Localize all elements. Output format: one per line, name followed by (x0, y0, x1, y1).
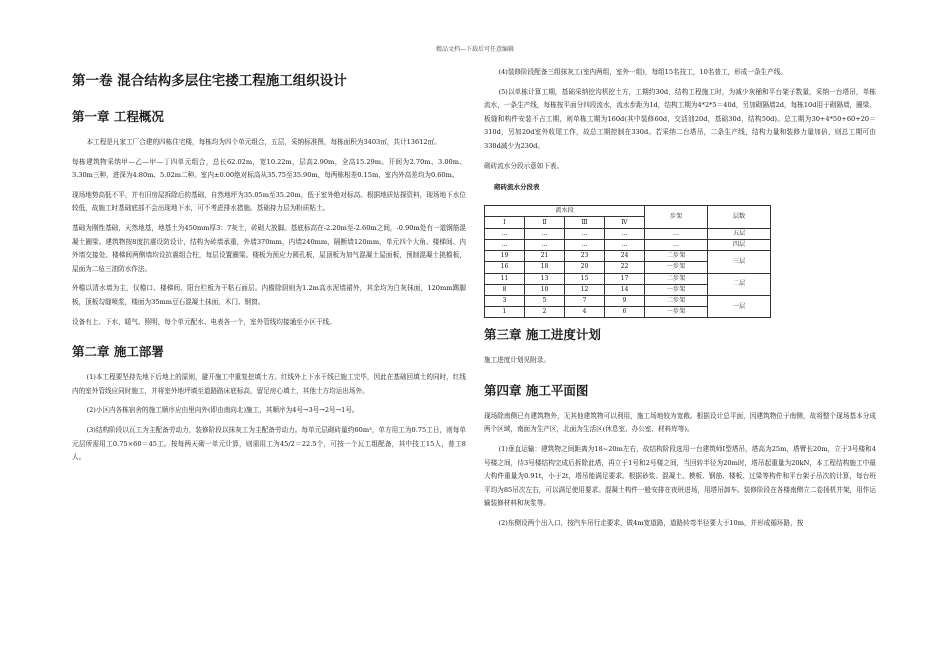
table-cell: 16 (485, 262, 525, 273)
table-header-segment: Ⅲ (565, 217, 605, 229)
table-cell: 5 (525, 295, 565, 306)
chapter-4-title: 第四章 施工平面图 (484, 382, 589, 398)
table-title: 砌砖流水分段表 (494, 183, 540, 192)
table-cell-floor: 五层 (708, 228, 771, 239)
table-cell: 10 (525, 284, 565, 295)
table-row (485, 295, 771, 306)
table-header-segment: Ⅱ (525, 217, 565, 229)
table-cell: 7 (565, 295, 605, 306)
table-cell: 22 (605, 262, 645, 273)
paragraph: 基础为刚性基础，天然地基，地基土为450mm厚3：7灰土，砖砌大放脚。基底标高在-2.20m至-2.60m之间，-0.90m处有一道钢筋混凝土圈梁。建筑物按8度抗震设防设计，结构为砖墙承重，外墙370mm，内墙240mm，隔断墙120mm，单元四个大角、楼梯间、内外墙交接处、楼梯间两侧墙均设抗震组合柱，每层设置圈梁。楼板为预应力圆孔板，屋顶板为加气混凝土屋面板，预制混凝土挑檐板，屋面为二毡三油防水作法。 (72, 223, 466, 273)
table-cell: … (645, 239, 708, 250)
chapter-1-title: 第一章 工程概况 (72, 109, 164, 124)
table-cell: … (485, 228, 525, 239)
table-cell: 二步架 (645, 273, 708, 284)
table-cell: 17 (605, 273, 645, 284)
paragraph: 现场除南侧已有建筑物外，无其他建筑物可以利用，施工场地较为宽敞。根据设计总平面，因建筑物位于南侧，故将整个现场基本分成两个区域，南面为生产区，北面为生活区(休息室、办公室、材料库等)。 (484, 411, 876, 434)
table-cell: 20 (565, 262, 605, 273)
table-cell-floor: 三层 (708, 251, 771, 273)
table-cell: 23 (565, 251, 605, 262)
paragraph: 外檐以清水墙为主，仅檐口、楼梯间、阳台栏板为干粘石面层。内檐除厨则为1.2m高水泥墙裙外，其余均为白灰抹面，120mm踢脚板，顶板勾缝喷浆，楼面为35mm豆石混凝土抹面，木门、钢窗。 (72, 284, 466, 306)
paragraph: (4)装修阶段配备三组抹灰工(室内两组，室外一组)，每组15名技工，10名普工，形成一条生产线。 (498, 68, 787, 76)
table-cell: … (645, 228, 708, 239)
table-cell: … (565, 228, 605, 239)
paragraph: (1)垂直运输：建筑物之间距离为18~20m左右，故结构阶段选用一台建筑师Ⅰ型塔吊，塔高为25m，塔臂长20m，立于3号楼和4号楼之间，待3号楼结构完成后拆除此塔，再立于1号和2号楼之间，当回转半径为20m时，塔吊起重量为20kN，本工程结构施工中最大构件重量为0.91t，小于2t，塔吊能满足要求。根据砂浆、混凝土、模板、钢筋、楼板、过梁等构件和平台架子吊次的计算，每台班平均为85吊次左右，可以满足使用要求。混凝土构件一般安排在夜班进场，用塔吊卸车。装修阶段在各楼南侧立二卷扬机井架，用作运输装修材料和灰浆等。 (484, 445, 876, 508)
table-cell-floor: 一层 (708, 295, 771, 317)
paragraph: 砌砖流水分段示意如下表。 (484, 161, 564, 170)
right-column (484, 66, 876, 537)
paragraph: (2)东侧设两个出入口，按汽车吊行走要求，做4m宽道路，道路转弯半径要大于10m，并形成循环路，按 (498, 519, 804, 527)
header-note: 精品文档---下载后可任意编辑 (435, 46, 515, 53)
table-cell: 8 (485, 284, 525, 295)
table-cell: 2 (525, 307, 565, 318)
paragraph: 施工进度计划见附录。 (484, 356, 550, 365)
paragraph: 设备有上、下水，暖气、照明，每个单元配水、电表各一个，室外管线均接通至小区干线。 (72, 317, 336, 326)
table-cell: 14 (605, 284, 645, 295)
chapter-3-title: 第三章 施工进度计划 (484, 327, 601, 343)
chapter-2-title: 第二章 施工部署 (72, 344, 164, 360)
table-cell: 24 (605, 251, 645, 262)
table-cell: 18 (525, 262, 565, 273)
table-cell-floor: 四层 (708, 239, 771, 250)
table-cell-floor: 二层 (708, 273, 771, 295)
table-cell: 11 (485, 273, 525, 284)
paragraph: 现场地势高低不平，并有旧房屋拆除后的基础，自然地坪为35.05m至35.20m，低于室外绝对标高。根据地质钻探资料，现场地下水位较低，故施工时基础底部不会出现地下水，可不考虑排水措施。基础持力层为粉质粘土。 (72, 190, 466, 213)
paragraph: (3)结构阶段以瓦工为主配备劳动力，装修阶段以抹灰工为主配备劳动力。每单元层砌砖量约60m³，单方用工为0.75工日，则每单元层所需用工0.75×60＝45工。按每两天砌一单元计算，则需用工为45/2＝22.5个，可按一个瓦工组配备，其中技工15人，普工8人。 (72, 425, 466, 462)
table-cell: … (525, 228, 565, 239)
table-cell: 15 (565, 273, 605, 284)
table-cell: 二步架 (645, 295, 708, 306)
table-cell: … (605, 228, 645, 239)
table-cell: 12 (565, 284, 605, 295)
left-column (72, 66, 466, 471)
table-cell: 9 (605, 295, 645, 306)
masonry-flow-table (484, 205, 771, 319)
table-row (485, 228, 771, 239)
table-cell: … (485, 239, 525, 250)
table-cell: 13 (525, 273, 565, 284)
table-cell: 4 (565, 307, 605, 318)
table-cell: … (525, 239, 565, 250)
table-row (485, 273, 771, 284)
paragraph: 本工程是凡家工厂合建的四栋住宅楼，每栋均为四个单元组合，五层，采纳标准图，每栋面积为3403㎡，共计13612㎡。 (86, 138, 441, 146)
table-cell: 3 (485, 295, 525, 306)
table-cell: 一步架 (645, 262, 708, 273)
table-cell: 1 (485, 307, 525, 318)
volume-title: 第一卷 混合结构多层住宅搂工程施工组织设计 (72, 73, 347, 89)
table-cell: 19 (485, 251, 525, 262)
table-header-segment: Ⅰ (485, 217, 525, 229)
table-cell: 6 (605, 307, 645, 318)
table-header-scaffold: 步架 (645, 205, 708, 228)
table-cell: 一步架 (645, 307, 708, 318)
table-cell: 一步架 (645, 284, 708, 295)
table-header-floor: 层数 (708, 205, 771, 228)
table-cell: 21 (525, 251, 565, 262)
table-row (485, 239, 771, 250)
paragraph: 每栋建筑物采纳甲—乙—甲—丁四单元组合，总长62.02m，宽10.22m，层高2.90m，全高15.29m。开间为2.70m、3.00m、3.30m三种，进深为4.80m、5.02m二种。室内±0.00绝对标高从35.75至35.90m，每两栋相差0.15m，室内外高差均为0.60m。 (72, 157, 466, 180)
paragraph: (5)以单栋计算工期，基础采纳挖沟机挖土方，工期约30d，结构工程施工时，为减少灰桶和平台架子数量，采纳一台塔吊，单栋流水，一条生产线，每栋按平面分四段流水，流水步距为1d，结构工期为4*2*5＝40d，另加砌隔墙2d，每栋10d用于砌隔墙，圈梁、板缝和构件安装不占工期，则单栋工期为160d(其中装修60d，交活油20d，基础30d，结构50d)。总工期为30+4*50+60+20＝310d，另加20d室外收尾工作，故总工期控制在330d。若采纳二台塔吊，二条生产线，结构力量和装修力量加倍，则总工期可由330d减少为230d。 (484, 87, 876, 150)
table-cell: … (605, 239, 645, 250)
table-cell: 二步架 (645, 251, 708, 262)
paragraph: (1)本工程要坚持先地下后地上的原则，避开施工中重复挖填土方。红线外上下水干线已施工完毕，因此在基础回填土的同时，红线内的室外管线应同时施工，并将室外地坪填至道路路床底标高，留足房心填土，其他土方均运出场外。 (72, 373, 466, 395)
table-header-segment: Ⅳ (605, 217, 645, 229)
paragraph: (2)小区内各栋宿舍的施工顺序应由里向外(即由南向北)施工，其顺序为4号→3号→2号→1号。 (86, 406, 359, 415)
table-header-group: 流水段 (485, 205, 645, 217)
table-row (485, 251, 771, 262)
table-cell: … (565, 239, 605, 250)
